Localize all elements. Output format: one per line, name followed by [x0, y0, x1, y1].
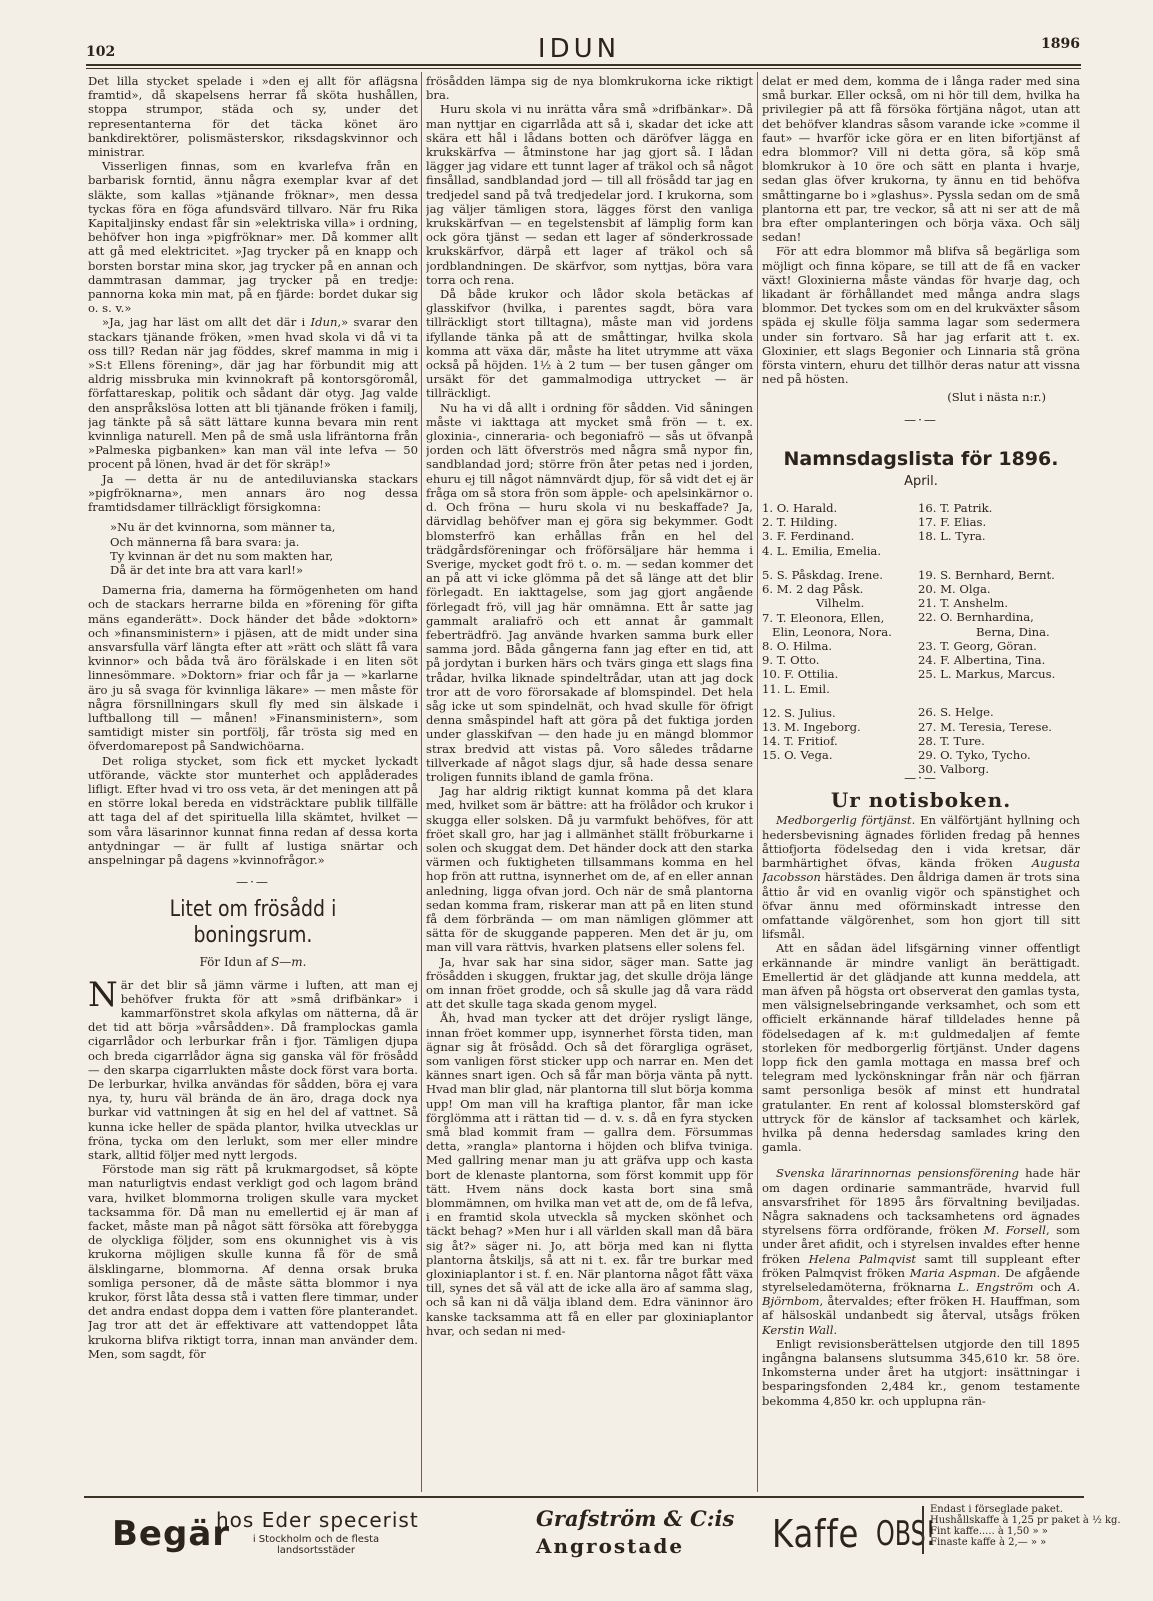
person-name: Augusta Jacobsson: [762, 856, 1080, 885]
price-line: Finaste kaffe à 2,— » »: [930, 1537, 1047, 1548]
person-name: Helena Palmqvist: [808, 1251, 917, 1266]
list-item: 29. O. Tyko, Tycho.: [918, 747, 1031, 762]
text-run: ,» svarar den stackars tjänande fröken, »men hvad skola vi då vi ta oss till? Redan när jag föddes, skref mamma in mig i »S:t Ellens förening», där jag har förbundit mig att aldrig missbruka min kvinnokraft på kontorsgöromål, författareskap, politik och sådant där otyg. Jag valde den anspråkslösa lotten att bli tjänande fröken i familj, jag tänkte på så sätt lättare kunna bevara min rent kvinnliga naturell. Men på de små usla lifräntorna från »Palmeska pigbanken» kan man väl inte lefva — 50 procent på lönen, hvad är det för skräp!»: [88, 315, 418, 472]
page-year: 1896: [1041, 36, 1080, 52]
list-item: 24. F. Albertina, Tina.: [918, 652, 1046, 667]
verse-line: »Nu är det kvinnorna, som männer ta,: [110, 520, 336, 535]
list-item: Berna, Dina.: [976, 624, 1050, 639]
byline-author: S—m.: [271, 955, 307, 970]
ad-begar: Begär: [112, 1514, 231, 1554]
paragraph: frösådden lämpa sig de nya blomkrukorna icke riktigt bra.: [426, 74, 753, 103]
name-day-month: April.: [904, 473, 938, 489]
list-item: 14. T. Fritiof.: [762, 734, 838, 749]
verse-line: Och männerna få bara svara: ja.: [110, 534, 300, 549]
paragraph: För att edra blommor må blifva så begärliga som möjligt och finna köpare, se till att de få en vacker växt! Gloxinierna måste vändas för hvarje dag, och likadant är förhållandet med många andra slags blommor. Det tyckes som om en del krukväxter såsom späda ej skulle följa samma lagar som sedermera under sin fortvaro. Så har jag erfarit att t. ex. Gloxinier, ett slags Begonier och Linnaria stå gröna första vintern, ehuru det tillhör deras natur att vissna ned på hösten.: [762, 244, 1080, 387]
name-day-list-title: Namnsdagslista för 1896.: [783, 447, 1059, 470]
list-item: 13. M. Ingeborg.: [762, 719, 861, 734]
list-item: Elin, Leonora, Nora.: [772, 624, 892, 639]
paragraph: Damerna fria, damerna ha förmögenheten om hand och de stackars herrarne bilda en »förening för gifta mäns eganderätt». Dock händer det både »doktorn» och »finansministern» i pjäsen, att de midt under sina ansvarsfulla värf längta efter att »rätt och slätt få vara kvinnor» och båda två äro förälskade i en liten söt linnesömmare. »Doktorn» friar och får ja — »karlarne äro ju så svaga för kvinnliga läkare» — men måste för några försnillningars skull fly med sin älskade i luftballong till — månen! »Finansministern», som samtidigt mister sin portfölj, får trösta sig med en öfverdomarepost på Sandwichöarna.: [88, 583, 418, 754]
paragraph: Det lilla stycket spelade i »den ej allt för aflägsna framtid», då skapelsens herrar få sköta hushållen, stoppa strumpor, städa och sy, under det representanterna för det täcka könet äro bankdirektörer, polismästerskor, riksdagskvinnor och ministrar.: [88, 74, 418, 160]
paragraph: [88, 315, 418, 471]
ad-hos-sub: i Stockholm och de flesta landsortsstäder: [252, 1534, 380, 1556]
verse-line: Då är det inte bra att vara karl!»: [110, 562, 304, 577]
list-item: 1. O. Harald.: [762, 501, 838, 516]
page-header: [78, 30, 1080, 66]
news-section-title: Ur notisboken.: [830, 788, 1012, 813]
italic-text: Idun: [310, 315, 338, 330]
price-line: Endast i förseglade paket.: [930, 1504, 1063, 1515]
text-run: , som under året afidit, och i styrelsen invaldes efter henne fröken: [762, 1223, 1080, 1266]
continued-note: (Slut i nästa n:r.): [947, 390, 1046, 405]
list-gap: [762, 696, 914, 706]
person-name: A. Björnbom: [762, 1279, 1080, 1309]
list-item: 17. F. Elias.: [918, 515, 987, 530]
list-gap: [918, 544, 1080, 568]
list-item: 15. O. Vega.: [762, 748, 833, 763]
paragraph: Det roliga stycket, som fick ett mycket lyckadt utförande, väckte stor munterhet och applåderades lifligt. Efter hvad vi tro oss veta, är det meningen att på en större lokal bereda en vidsträcktare publik tillfälle att taga del af det spirituella lilla skämtet, hvilket — som våra läsarinnor kunnat finna redan af dessa korta antydningar — är fullt af lustiga snärtar och anspelningar på dagens »kvinnofrågor.»: [88, 753, 418, 867]
ad-price-list: [930, 1504, 1121, 1548]
list-item: 9. T. Otto.: [762, 653, 820, 668]
list-item: 8. O. Hilma.: [762, 638, 833, 653]
list-item: 27. M. Teresia, Terese.: [918, 719, 1052, 734]
list-gap: [762, 558, 914, 568]
text-run: . De afgående styrelseledamöterna, fröknarna: [762, 1265, 1080, 1294]
page-number: 102: [86, 44, 116, 60]
paragraph: [762, 813, 1080, 941]
person-name: Kerstin Wall: [762, 1322, 834, 1337]
price-line: Fint kaffe..... à 1,50 » »: [930, 1526, 1048, 1537]
column-3: [762, 74, 1080, 1492]
paragraph: delat er med dem, komma de i långa rader med sina små burkar. Eller också, om ni hör till dem, hvilka ha privilegier på att få försöka förtjäna något, utan att det behöfver klandras såsom varande icke »comme il faut» — hvarför icke göra er en liten bifortjänst af edra blommor? Vill ni detta göra, så köp små blomkrukor à 10 öre och sätt en planta i hvarje, sedan glas öfver krukorna, ty ännu en tid behöfva småttingarne bo i »glashus». Pyssla sedan om de små plantorna ett par, tre veckor, så att ni ser att de må bra efter omplanteringen och börja växa. Och sälj sedan!: [762, 74, 1080, 245]
paragraph: Nu ha vi då allt i ordning för sådden. Vid såningen måste vi iakttaga att mycket små frön — t. ex. gloxinia-, cinneraria- och begoniafrö — sås ut öfvanpå jorden och lätt öfverströs med några små nypor fin, sandblandad jord; större frön åter petas ned i jorden, ehuru ej till något nämnvärdt djup, för så vidt det ej är fråga om så stora frön som äpple- och apelsinkärnor o. d. Och fröna — huru skola vi nu beskaffade? Ja, därvidlag behöfver man ej göra sig bekymmer. Godt blomsterfrö kan erhållas från en hel del trädgårdsföreningar och fröförsäljare här hemma i Sverige, mycket godt frö t. o. m. — sedan kommer det an på att vi icke glömma på det så länge att det blir förlegadt. En iakttagelse, som jag gjort angående förlegadt frö, vill jag här omnämna. Ett år satte jag gammalt araliafrö och ett annat år gammalt feberträdfrö. Jag använde hvarken samma burk eller samma jord. Båda gångerna fann jag efter en tid, att på jordytan i burken härs och tvärs ginga ett slags fina trådar, hvilka liknade spindeltrådar, utan att jag dock tror att de voro förorsakade af blomspindel. Det hela såg icke ut som spindelnät, och hvad skulle för öfrigt denna småspindel haft att göra på det fuktiga jorden under glasskifvan — den hade ju en mängd blommor strax bredvid att vistas på. Voro således trådarne tillverkade af något slags djur, så hade dessa senare troligen funnits ibland de gamla fröna.: [426, 400, 753, 784]
paragraph: Jag har aldrig riktigt kunnat komma på det klara med, hvilket som är bättre: att ha frölådor och krukor i skugga eller solsken. Då ju varmfukt behöfves, för att fröet skall gro, har jag i allmänhet ställt fröburkarne i solen och skuggat dem. Det händer dock att den starka värmen och fuktigheten tillsammans komma en hel hop frön att ruttna, isynnerhet om de, af en eller annan anledning, ligga ofvan jord. Och när de små plantorna sedan komma fram, riskerar man att på en liten stund få dem förbrända — om man nämligen glömmer att sätta för de skuggande papperen. Men det är ju, om man vill vara rättvis, hvarken platsens eller solens fel.: [426, 784, 753, 955]
item-heading: Medborgerlig förtjänst.: [776, 813, 916, 828]
name-day-column-right: [918, 501, 1080, 776]
paragraph: Att en sådan ädel lifsgärning vinner offentligt erkännande är mindre vanligt än berättigadt. Emellertid är det glädjande att kunna meddela, att man äfven på högsta ort observerat den gamlas tysta, men välsignelsebringande verksamhet, och som ett officielt erkännande häraf tilldelades henne på födelsedagen af k. m:t guldmedaljen af femte storleken för medborgerlig förtjänst. Under dagens lopp fick den gamla mottaga en massa bref och telegram med lyckönskningar från när och fjärran samt personliga besök af minst ett hundratal gratulanter. En rent af kolossal blomsterskörd gaf uttryck för de känslor af tacksamhet och kärlek, hvilka på denna hedersdag samlades kring den gamla.: [762, 941, 1080, 1155]
header-rule: [86, 64, 1081, 66]
column-1: [88, 74, 418, 1492]
list-item: 19. S. Bernhard, Bernt.: [918, 567, 1055, 582]
list-gap: [918, 681, 1080, 705]
name-day-column-left: [762, 501, 914, 762]
paragraph: Ja — detta är nu de antediluvianska stackars »pigfröknarna», men annars äro nog dessa framtidsdamer tillräckligt försigkomna:: [88, 471, 418, 515]
list-item: Vilhelm.: [816, 596, 865, 611]
price-line: Hushållskaffe à 1,25 pr paket à ½ kg.: [930, 1515, 1121, 1526]
list-item: 16. T. Patrik.: [918, 501, 993, 516]
list-item: 7. T. Eleonora, Ellen,: [762, 610, 885, 625]
text-run: är det blir så jämn värme i luften, att man ej behöfver frukta för att »små drifbänkar» i kammarfönstret skola afkylas om nätterna, då är det tid att börja »vårsådden». Då framplockas gamla cigarrlådor och lerburkar från i fjor. Tämligen djupa och breda cigarrlådor ägna sig ganska väl för frösådd — den skarpa cigarrlukten måste dock först vara borta. De lerburkar, hvilka användas för sådden, böra ej vara nya, ty, huru väl brända de än äro, draga dock nya burkar vid vattningen åt sig en hel del af vattnet. Så kunna icke heller de späda plantor, hvilka utvecklas ur fröna, tycka om den lerlukt, som mer eller mindre stark, alltid följer med nytt lergods.: [88, 977, 418, 1163]
ad-product: Angrostade: [536, 1534, 685, 1558]
text-run: , återvaldes; efter fröken H. Hauffman, som af hälsoskäl undanbedt sig återval, utsågs fröken: [762, 1294, 1080, 1323]
byline: [88, 955, 418, 969]
list-item: 10. F. Ottilia.: [762, 667, 839, 682]
list-item: 18. L. Tyra.: [918, 529, 986, 544]
text-run: härstädes. Den åldriga damen är trots sina åttio år vid en ovanlig vigör och spänstighet och öfvar ännu med oförminskadt intresse den omfattande välgörenhet, som hon gjort till sitt lifsmål.: [762, 870, 1080, 942]
list-item: 21. T. Anshelm.: [918, 596, 1009, 611]
advertisement-banner: [84, 1496, 1121, 1570]
text-run: »Ja, jag har läst om allt det där i: [102, 315, 311, 330]
list-item: 11. L. Emil.: [762, 681, 830, 696]
list-item: 25. L. Markus, Marcus.: [918, 667, 1056, 682]
list-item: 22. O. Bernhardina,: [918, 610, 1034, 625]
article-title: Litet om frösådd i boningsrum.: [169, 897, 337, 949]
list-item: 5. S. Påskdag. Irene.: [762, 567, 883, 582]
ad-obs: OBS!: [876, 1514, 936, 1554]
text-run: En välförtjänt hyllning och hedersbevisning ägnades förliden fredag på hennes åttiofjorta födelsedag den i vida kretsar, där barmhärtighet öfvas, kända fröken: [762, 813, 1080, 871]
masthead-title: IDUN: [537, 34, 621, 64]
ad-brand: Grafström & C:is: [536, 1506, 735, 1531]
list-item: 3. F. Ferdinand.: [762, 529, 855, 544]
list-item: 23. T. Georg, Göran.: [918, 638, 1037, 653]
text-run: och: [1033, 1279, 1068, 1294]
ad-hos: hos Eder specerist: [216, 1508, 419, 1532]
paragraph: Då både krukor och lådor skola betäckas af glasskifvor (hvilka, i parentes sagdt, böra vara tillräckligt stort tilltagna), måste man vid jordens ifyllande tänka på att de småttingar, hvilka skola komma att växa där, måste ha litet utrymme att växa också på höjden. 1½ à 2 tum — ber tusen gånger om ursäkt för det gammalmodiga uttrycket — är tillräckligt.: [426, 287, 753, 401]
list-item: 30. Valborg.: [918, 762, 990, 777]
paragraph: [88, 974, 418, 1163]
drop-cap: N: [88, 974, 118, 1015]
name-day-list: [762, 501, 1080, 777]
separator: —·—: [904, 412, 938, 427]
paragraph: Enligt revisionsberättelsen utgjorde den till 1895 ingångna balansens slutsumma 345,610 kr. 58 öre. Inkomsterna under året ha utgjort: insättningar i besparingsfonden 2,484 kr., genom testamente bekomma 4,850 kr. och upplupna rän-: [762, 1336, 1080, 1408]
paragraph: Ja, hvar sak har sina sidor, säger man. Satte jag frösådden i skuggen, fruktar jag, det skulle dröja länge om innan fröet grodde, och så skulle jag då vara rädd att det skulle taga skada genom mygel.: [426, 954, 753, 1012]
text-run: .: [833, 1322, 838, 1337]
column-divider: [421, 72, 422, 1492]
ad-kaffe: Kaffe: [772, 1512, 860, 1556]
column-divider: [757, 72, 758, 1492]
person-name: L. Engström: [957, 1279, 1034, 1294]
person-name: M. Forsell: [983, 1223, 1046, 1238]
person-name: Maria Aspman: [909, 1265, 997, 1280]
paragraph: Visserligen finnas, som en kvarlefva från en barbarisk forntid, ännu några exemplar kvar af det släkte, som kallas »tjänande fröknar», men dessa tyckas föra en föga afundsvärd tillvaro. När fru Rika Kapitaljinsky endast får sin »elektriska villa» i ordning, behöfver hon inga »pigfröknar» mer. Då kommer allt att gå med elektricitet. »Jag trycker på en knapp och borsten borstar mina skor, jag trycker på en annan och dammtrasan dammar, jag trycker på en tredje: pannorna koka min mat, på en fjärde: bordet dukar sig o. s. v.»: [88, 159, 418, 316]
list-item: 26. S. Helge.: [918, 705, 994, 720]
ad-price-bracket: [922, 1506, 924, 1554]
text-run: samt till suppleant efter fröken Palmqvist fröken: [762, 1251, 1080, 1280]
list-item: 2. T. Hilding.: [762, 515, 838, 530]
list-item: 20. M. Olga.: [918, 581, 991, 596]
list-item: 12. S. Julius.: [762, 705, 836, 720]
paragraph: Åh, hvad man tycker att det dröjer rysligt länge, innan fröet kommer upp, isynnerhet första tiden, man ägnar sig åt frösådd. Och så det förargliga ogräset, som vanligen först sticker upp och narrar en. Men det kännes snart igen. Och så får man börja vänta på nytt. Hvad man blir glad, när plantorna till slut börja komma upp! Om man vill ha kraftiga plantor, får man icke förglömma att i rättan tid — d. v. s. då en fyra stycken små blad kommit fram — gallra dem. Försummas detta, »rangla» plantorna i höjden och blifva tviniga. Med gallring menar man ju att gräfva upp och kasta bort de klenaste plantorna, som först kommit upp för tätt. Hvem näns dock kasta bort sina små blommämnen, om hvilka man vet att de, om de få lefva, i en framtid skola utveckla så mycken skönhet och täckt behag? »Men hur i all världen skall man då bära sig åt?» säger ni. Jo, att börja med kan ni flytta plantorna åtskiljs, så att ni t. ex. får tre burkar med gloxiniaplantor i st. f. en. När plantorna något fått växa till, synes det så väl att de icke alla äro af samma slag, och så kan ni då välja ibland dem. Edra väninnor äro kanske tacksamma att få en eller par gloxiniaplantor hvar, och sedan ni med-: [426, 1011, 753, 1338]
list-item: 4. L. Emilia, Emelia.: [762, 543, 882, 558]
item-heading: Svenska lärarinnornas pensionsförening: [776, 1166, 1019, 1181]
paragraph: Huru skola vi nu inrätta våra små »drifbänkar». Då man nyttjar en cigarrlåda att så i, skadar det icke att skära ett hål i lådans botten och däröfver lägga en krukskärfva — åtminstone har jag gjort så. I lådan lägger jag vidare ett tunnt lager af träkol och så något finsållad, sandblandad jord — till all frösådd tar jag en tredjedel sand på två tredjedelar jord. I krukorna, som jag väljer tämligen stora, lägges först den vanliga krukskärfvan — en tegelstensbit af lämplig form kan ock göra tjänst — sedan ett lager af sönderkrossade krukskärfvor, därpå ett lager af träkol och så jordblandningen. De skärfvor, som nyttjas, böra vara torra och rena.: [426, 102, 753, 287]
list-item: 6. M. 2 dag Påsk.: [762, 582, 864, 597]
column-2: [426, 74, 753, 1492]
list-item: 28. T. Ture.: [918, 733, 985, 748]
separator: —·—: [236, 875, 270, 890]
text-run: hade här om dagen ordinarie sammanträde, hvarvid full ansvarsfrihet för 1895 års förvaltning beviljadas. Några saknadens och tacksamhetens ord ägnades styrelsens förra ordförande, fröken: [762, 1166, 1080, 1238]
paragraph: [762, 1166, 1080, 1336]
paragraph: Förstode man sig rätt på krukmargodset, så köpte man naturligtvis endast verkligt god och lagom bränd vara, hvilket blommorna troligen skulle vara mycket tacksamma för. Då man nu emellertid ej är man af facket, måste man på något sätt försöka att förebygga de olyckliga följder, som ens okunnighet vis à vis krukorna möjligen skulle kunna få för de små älsklingarne, blommorna. Af denna orsak bruka somliga personer, då de måste sätta blommor i nya krukor, först låta dessa stå i vatten flere timmar, under det andra endast doppa dem i vatten före planterandet. Jag tror att det är effektivare att vattendoppet låta krukorna blifva riktigt torra, innan man använder dem. Men, som sagdt, för: [88, 1162, 418, 1361]
byline-text: För Idun af: [199, 955, 272, 970]
header-rule-thin: [86, 68, 1081, 69]
verse: [110, 520, 418, 577]
separator: —·—: [904, 771, 938, 786]
verse-line: Ty kvinnan är det nu som makten har,: [110, 548, 334, 563]
